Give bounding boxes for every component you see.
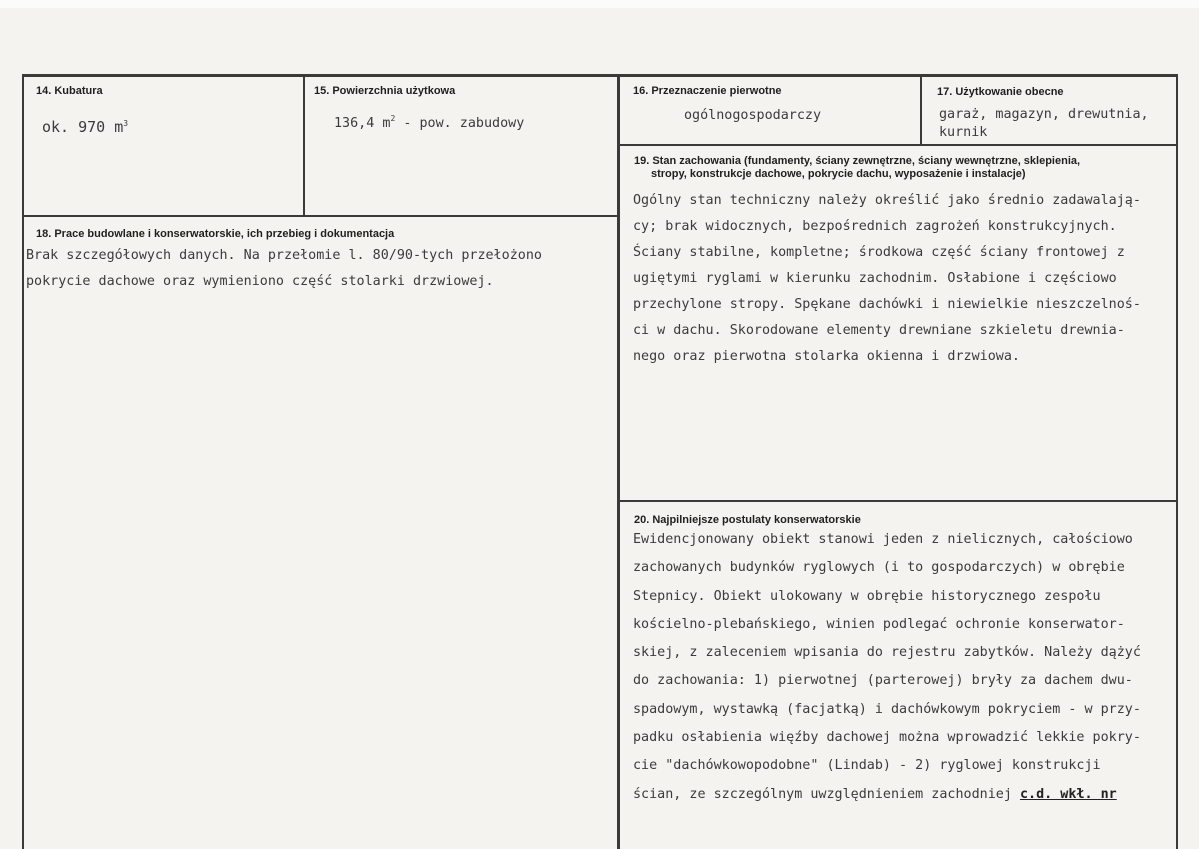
postulaty-line: spadowym, wystawką (facjatką) i dachówkowym pokryciem - w przy- — [633, 701, 1141, 717]
przeznaczenie-value: ogólnogospodarczy — [684, 108, 822, 123]
postulaty-last-line-text: ścian, ze szczególnym uwzględnieniem zachodniej — [633, 786, 1020, 802]
right-border — [1176, 74, 1178, 849]
postulaty-line: skiej, z zaleceniem wpisania do rejestru zabytków. Należy dążyć — [633, 645, 1141, 661]
przeznaczenie-label: 16. Przeznaczenie pierwotne — [633, 85, 782, 97]
prace-budowlane-line: Brak szczegółowych danych. Na przełomie l. 80/90-tych przełożono — [26, 248, 542, 263]
prace-budowlane-label: 18. Prace budowlane i konserwatorskie, ich przebieg i dokumentacja — [36, 228, 395, 240]
kubatura-unit-exponent: 3 — [123, 119, 129, 128]
uzytkowanie-label: 17. Użytkowanie obecne — [937, 86, 1064, 98]
postulaty-line: zachowanych budynków ryglowych (i to gospodarczych) w obrębie — [633, 560, 1125, 576]
left-border — [22, 74, 24, 849]
postulaty-line: Ewidencjonowany obiekt stanowi jeden z nielicznych, całościowo — [633, 532, 1133, 547]
postulaty-last-line — [633, 781, 1141, 809]
continued-reference: c.d. wkł. nr — [1019, 786, 1117, 802]
postulaty-label: 20. Najpilniejsze postulaty konserwatorskie — [634, 514, 861, 526]
prace-budowlane-text — [26, 243, 542, 295]
prace-budowlane-line: pokrycie dachowe oraz wymieniono część stolarki drzwiowej. — [26, 274, 494, 289]
kubatura-label: 14. Kubatura — [36, 85, 103, 97]
divider-14-15 — [303, 74, 305, 217]
kubatura-value — [42, 118, 128, 136]
stan-zachowania-text — [633, 188, 1141, 370]
postulaty-line: cie "dachówkowopodobne" (Lindab) - 2) ryglowej konstrukcji — [633, 758, 1101, 774]
powierzchnia-label: 15. Powierzchnia użytkowa — [314, 85, 456, 97]
powierzchnia-text: 136,4 m — [334, 116, 391, 131]
divider-row1-right — [619, 144, 1178, 146]
divider-row1-left — [22, 215, 619, 217]
top-border — [22, 74, 1178, 77]
divider-19-20 — [619, 500, 1178, 502]
powierzchnia-value — [334, 114, 524, 131]
stan-zachowania-line: Ogólny stan techniczny należy określić jako średnio zadawalają- — [633, 193, 1141, 208]
stan-zachowania-label-line2: stropy, konstrukcje dachowe, pokrycie dachu, wyposażenie i instalacje) — [651, 168, 1026, 180]
postulaty-line: kościelno-plebańskiego, winien podlegać ochronie konserwator- — [633, 616, 1125, 632]
divider-16-17 — [920, 74, 922, 146]
stan-zachowania-line: ugiętymi ryglami w kierunku zachodnim. Osłabione i częściowo — [633, 271, 1117, 286]
stan-zachowania-line: przechylone stropy. Spękane dachówki i niewielkie nieszczelnoś- — [633, 297, 1141, 312]
stan-zachowania-line: nego oraz pierwotna stolarka okienna i drzwiowa. — [633, 349, 1020, 364]
powierzchnia-unit-exponent: 2 — [390, 114, 396, 123]
postulaty-text — [633, 526, 1141, 809]
stan-zachowania-line: Ściany stabilne, kompletne; środkowa część ściany frontowej z — [633, 245, 1125, 260]
stan-zachowania-label — [634, 155, 1080, 181]
stan-zachowania-line: cy; brak widocznych, bezpośrednich zagrożeń konstrukcyjnych. — [633, 219, 1117, 234]
uzytkowanie-line: garaż, magazyn, drewutnia, — [939, 107, 1149, 122]
powierzchnia-suffix: - pow. zabudowy — [395, 116, 525, 131]
postulaty-line: Stepnicy. Obiekt ulokowany w obrębie historycznego zespołu — [633, 588, 1101, 604]
stan-zachowania-line: ci w dachu. Skorodowane elementy drewniane szkieletu drewnia- — [633, 323, 1125, 338]
center-divider — [617, 74, 620, 849]
uzytkowanie-value — [939, 106, 1149, 142]
kubatura-text: ok. 970 m — [42, 118, 124, 136]
postulaty-line: do zachowania: 1) pierwotnej (parterowej) bryły za dachem dwu- — [633, 673, 1133, 689]
top-edge — [0, 0, 1199, 8]
stan-zachowania-label-line1: 19. Stan zachowania (fundamenty, ściany zewnętrzne, ściany wewnętrzne, sklepienia, — [634, 155, 1081, 167]
uzytkowanie-line: kurnik — [939, 125, 988, 140]
postulaty-line: padku osłabienia więźby dachowej można wprowadzić lekkie pokry- — [633, 730, 1141, 746]
